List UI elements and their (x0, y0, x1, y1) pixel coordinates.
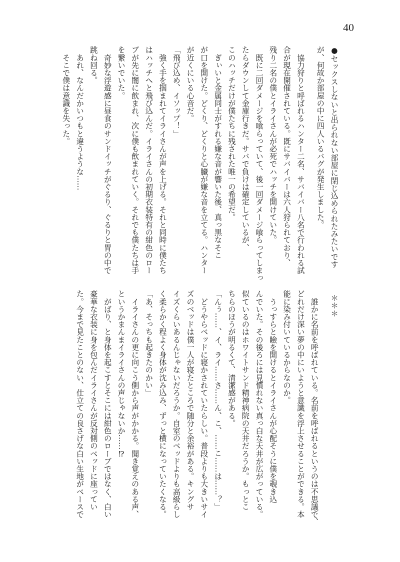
title-line: が、何故か部屋の中に四人いるバグが発生しました。 (316, 46, 326, 229)
text-line: 「飛び込め、イソップ！」 (172, 46, 182, 138)
text-line: が口を開けた。どくり、どくりと心臓が嫌な音を立てる。ハンター (199, 46, 209, 274)
text-line: たらダウンして金庫行きだ。サバで負けは確定しているが、 (241, 46, 251, 252)
text-line: 強く手を掴まれてイライさんが声を上げる。それと同時に僕たち (158, 46, 168, 274)
text-line: うっすらと瞼を開けるとイライさんが心配そうに僕を覗き込 (268, 290, 278, 503)
text-line: ブが先に闇に飲まれ、次に僕も飲まれていく。それでも僕たちは手 (130, 46, 140, 274)
text-line: がばり、と身体を起こすとそこには紺色のローブではなく、白い (103, 290, 113, 518)
text-line: あれ、なんだかいつもと違うような…… (75, 46, 85, 191)
text-line: ぎぃいと金属同士がすれる嫌な音が響いた後、真っ黒なそこ (213, 46, 223, 259)
scene-break-mark: ＊＊＊ (330, 294, 339, 317)
text-line: というかまんまイライさんの声じゃないか……⁉ (117, 290, 127, 459)
text-line: どうやらベッドに寝かされていたらしい。普段よりも大きいサイ (199, 290, 209, 518)
section-title (313, 46, 341, 282)
text-line: た。今まで見たことのない、仕立ての良さげな白い生地がベースで (75, 290, 85, 518)
text-line: どれだけ深い夢の中にいようと意識を浮上させることができる。本 (296, 290, 306, 518)
text-line: このハッチだけが僕たちに残された唯一の希望だ。 (227, 46, 237, 221)
text-line: 協力狩りと呼ばれるハンター二名、サバイバー八名で行われる試 (296, 46, 306, 274)
text-line: が近くにいる心音だ。 (186, 46, 196, 122)
text-line: を繋いでいた。 (117, 46, 127, 100)
upper-tier (57, 46, 341, 282)
text-line: はハッチへと飛び込んだ。イライさんの初期衣装特有の紺色のロー (144, 46, 154, 274)
lower-tier (57, 290, 341, 526)
upper-body-text (59, 46, 307, 282)
text-line: く柔らかく程よく身体が沈み込み、ずっと横になっていたくなる。 (158, 290, 168, 518)
text-line: そこで僕は意識を失った。 (61, 46, 71, 145)
text-line: 能に染み付いているからなのか。 (282, 290, 292, 404)
text-line: 誰かに名前を呼ばれている。名前を呼ばれるというのは不思議で、 (310, 290, 320, 526)
text-line: ズのベッドは僕一人が寝たところで随分と余裕がある。キングサ (186, 290, 196, 511)
text-line: 似ているのはホワイトサンド精神病院の天井だろうか。もっとこ (241, 290, 251, 511)
text-line: 「んぅ……、イ、ライ……さ……ん、こ、……こ……は……？」 (213, 290, 223, 511)
text-line: 合が現在開催されている。既にサバイバーは六人狩られており、 (282, 46, 292, 267)
text-line: 残り二名の僕とイライさんが必死でハッチを開けていた。 (268, 46, 278, 244)
text-line: 豪華な衣装に身を包んだイライさんが反対側のベッドに座ってい (89, 290, 99, 511)
text-line: 「あ、そっちも起きたのかい」 (144, 290, 154, 397)
text-line: 奇妙な浮遊感に昼食のサンドイッチがぐるり、ぐるりと胃の中で (103, 46, 113, 274)
text-line: イズくらいあるんじゃないだろうか。自室のベッドよりも高級らし (172, 290, 182, 518)
text-line: 既に二回ダメージを喰らっていて、後一回ダメージ喰らってしまっ (255, 46, 265, 282)
title-line: ●セックスしないと出られない部屋に閉じ込められたみたいです (330, 46, 339, 268)
text-line: んでいた。その後ろには見慣れない真っ白な天井が広がっている。 (255, 290, 265, 518)
page-number: 40 (343, 22, 354, 34)
text-line: ちらのほうが明るくて、清潔感がある。 (227, 290, 237, 427)
text-line: イライさんの更に向こう側から声がかかる。聞き覚えのある声、 (130, 290, 140, 518)
text-line: 跳ね回る。 (89, 46, 99, 84)
lower-body-text (73, 290, 321, 526)
